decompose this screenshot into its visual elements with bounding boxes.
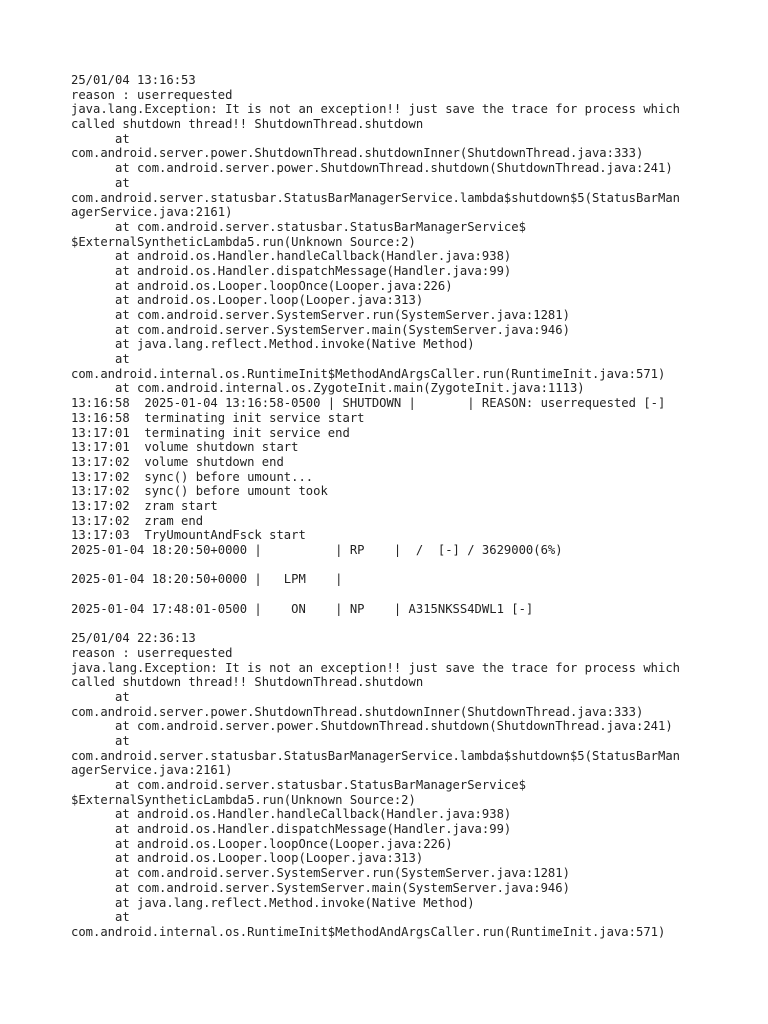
log-line: at android.os.Looper.loop(Looper.java:313) [71, 851, 424, 866]
log-line [71, 558, 711, 573]
log-line: 13:16:58 2025-01-04 13:16:58-0500 | SHUTDOWN | | REASON: userrequested [-] [71, 396, 666, 411]
log-line: 2025-01-04 18:20:50+0000 | LPM | [71, 572, 343, 587]
log-line: 25/01/04 13:16:53 [71, 73, 196, 87]
log-line: 13:16:58 terminating init service start [71, 410, 365, 425]
log-line: 2025-01-04 17:48:01-0500 | ON | NP | A315NKSS4DWL1 [-] [71, 601, 534, 616]
log-line: at [71, 910, 130, 925]
log-document [71, 73, 711, 940]
log-line [71, 587, 711, 602]
log-line: com.android.server.power.ShutdownThread.shutdownInner(ShutdownThread.java:333) [71, 146, 644, 161]
log-line: 13:17:02 sync() before umount took [71, 484, 328, 499]
log-line: java.lang.Exception: It is not an exception!! just save the trace for process which [71, 102, 681, 117]
log-line: agerService.java:2161) [71, 205, 233, 220]
log-line: com.android.internal.os.RuntimeInit$MethodAndArgsCaller.run(RuntimeInit.java:571) [71, 924, 666, 939]
log-line: at com.android.server.power.ShutdownThread.shutdown(ShutdownThread.java:241) [71, 161, 673, 176]
log-line: at [71, 175, 130, 190]
log-line: at com.android.server.statusbar.StatusBarManagerService$ [71, 778, 526, 792]
log-line: at [71, 689, 130, 704]
log-line: 13:17:02 zram start [71, 498, 218, 513]
log-line [71, 616, 711, 631]
log-line: 13:17:03 TryUmountAndFsck start [71, 528, 306, 543]
log-line: at [71, 352, 130, 367]
log-line: com.android.server.power.ShutdownThread.shutdownInner(ShutdownThread.java:333) [71, 704, 644, 719]
log-line: agerService.java:2161) [71, 763, 233, 778]
log-line: 13:17:02 sync() before umount... [71, 469, 314, 484]
log-line: reason : userrequested [71, 645, 233, 660]
log-line: at com.android.server.SystemServer.main(SystemServer.java:946) [71, 322, 570, 337]
log-line: at android.os.Handler.dispatchMessage(Handler.java:99) [71, 822, 512, 837]
log-line: at java.lang.reflect.Method.invoke(Native Method) [71, 337, 475, 352]
log-line: at [71, 131, 130, 146]
log-line: 13:17:01 volume shutdown start [71, 440, 299, 455]
log-line: java.lang.Exception: It is not an exception!! just save the trace for process which [71, 660, 681, 675]
log-line: called shutdown thread!! ShutdownThread.shutdown [71, 117, 424, 132]
log-line: 13:17:02 zram end [71, 513, 204, 528]
log-line: at com.android.server.power.ShutdownThread.shutdown(ShutdownThread.java:241) [71, 719, 673, 734]
log-line: at com.android.server.SystemServer.run(SystemServer.java:1281) [71, 308, 570, 322]
log-line: at com.android.server.statusbar.StatusBarManagerService$ [71, 219, 526, 234]
log-line: at android.os.Handler.handleCallback(Handler.java:938) [71, 249, 512, 264]
log-line: $ExternalSyntheticLambda5.run(Unknown Source:2) [71, 234, 416, 249]
log-line: called shutdown thread!! ShutdownThread.shutdown [71, 675, 424, 690]
log-line: at com.android.server.SystemServer.main(SystemServer.java:946) [71, 880, 570, 895]
log-line: at android.os.Handler.dispatchMessage(Handler.java:99) [71, 263, 512, 278]
log-line: 13:17:01 terminating init service end [71, 425, 350, 440]
log-line: $ExternalSyntheticLambda5.run(Unknown Source:2) [71, 792, 416, 807]
log-line: at com.android.internal.os.ZygoteInit.main(ZygoteInit.java:1113) [71, 381, 585, 396]
log-line: at android.os.Looper.loopOnce(Looper.java:226) [71, 836, 453, 851]
log-line: reason : userrequested [71, 87, 233, 102]
log-line: com.android.server.statusbar.StatusBarManagerService.lambda$shutdown$5(StatusBarMan [71, 748, 681, 763]
log-line: at java.lang.reflect.Method.invoke(Native Method) [71, 895, 475, 910]
log-line: com.android.server.statusbar.StatusBarManagerService.lambda$shutdown$5(StatusBarMan [71, 190, 681, 205]
log-line: at android.os.Handler.handleCallback(Handler.java:938) [71, 807, 512, 822]
log-line: at com.android.server.SystemServer.run(SystemServer.java:1281) [71, 866, 570, 881]
log-lines [71, 73, 711, 940]
log-line: 25/01/04 22:36:13 [71, 631, 196, 646]
log-line: 2025-01-04 18:20:50+0000 | | RP | / [-] / 3629000(6%) [71, 543, 563, 557]
log-line: at [71, 733, 130, 748]
log-line: 13:17:02 volume shutdown end [71, 454, 284, 469]
log-line: at android.os.Looper.loopOnce(Looper.java:226) [71, 278, 453, 293]
log-line: com.android.internal.os.RuntimeInit$MethodAndArgsCaller.run(RuntimeInit.java:571) [71, 366, 666, 381]
log-line: at android.os.Looper.loop(Looper.java:313) [71, 293, 424, 308]
